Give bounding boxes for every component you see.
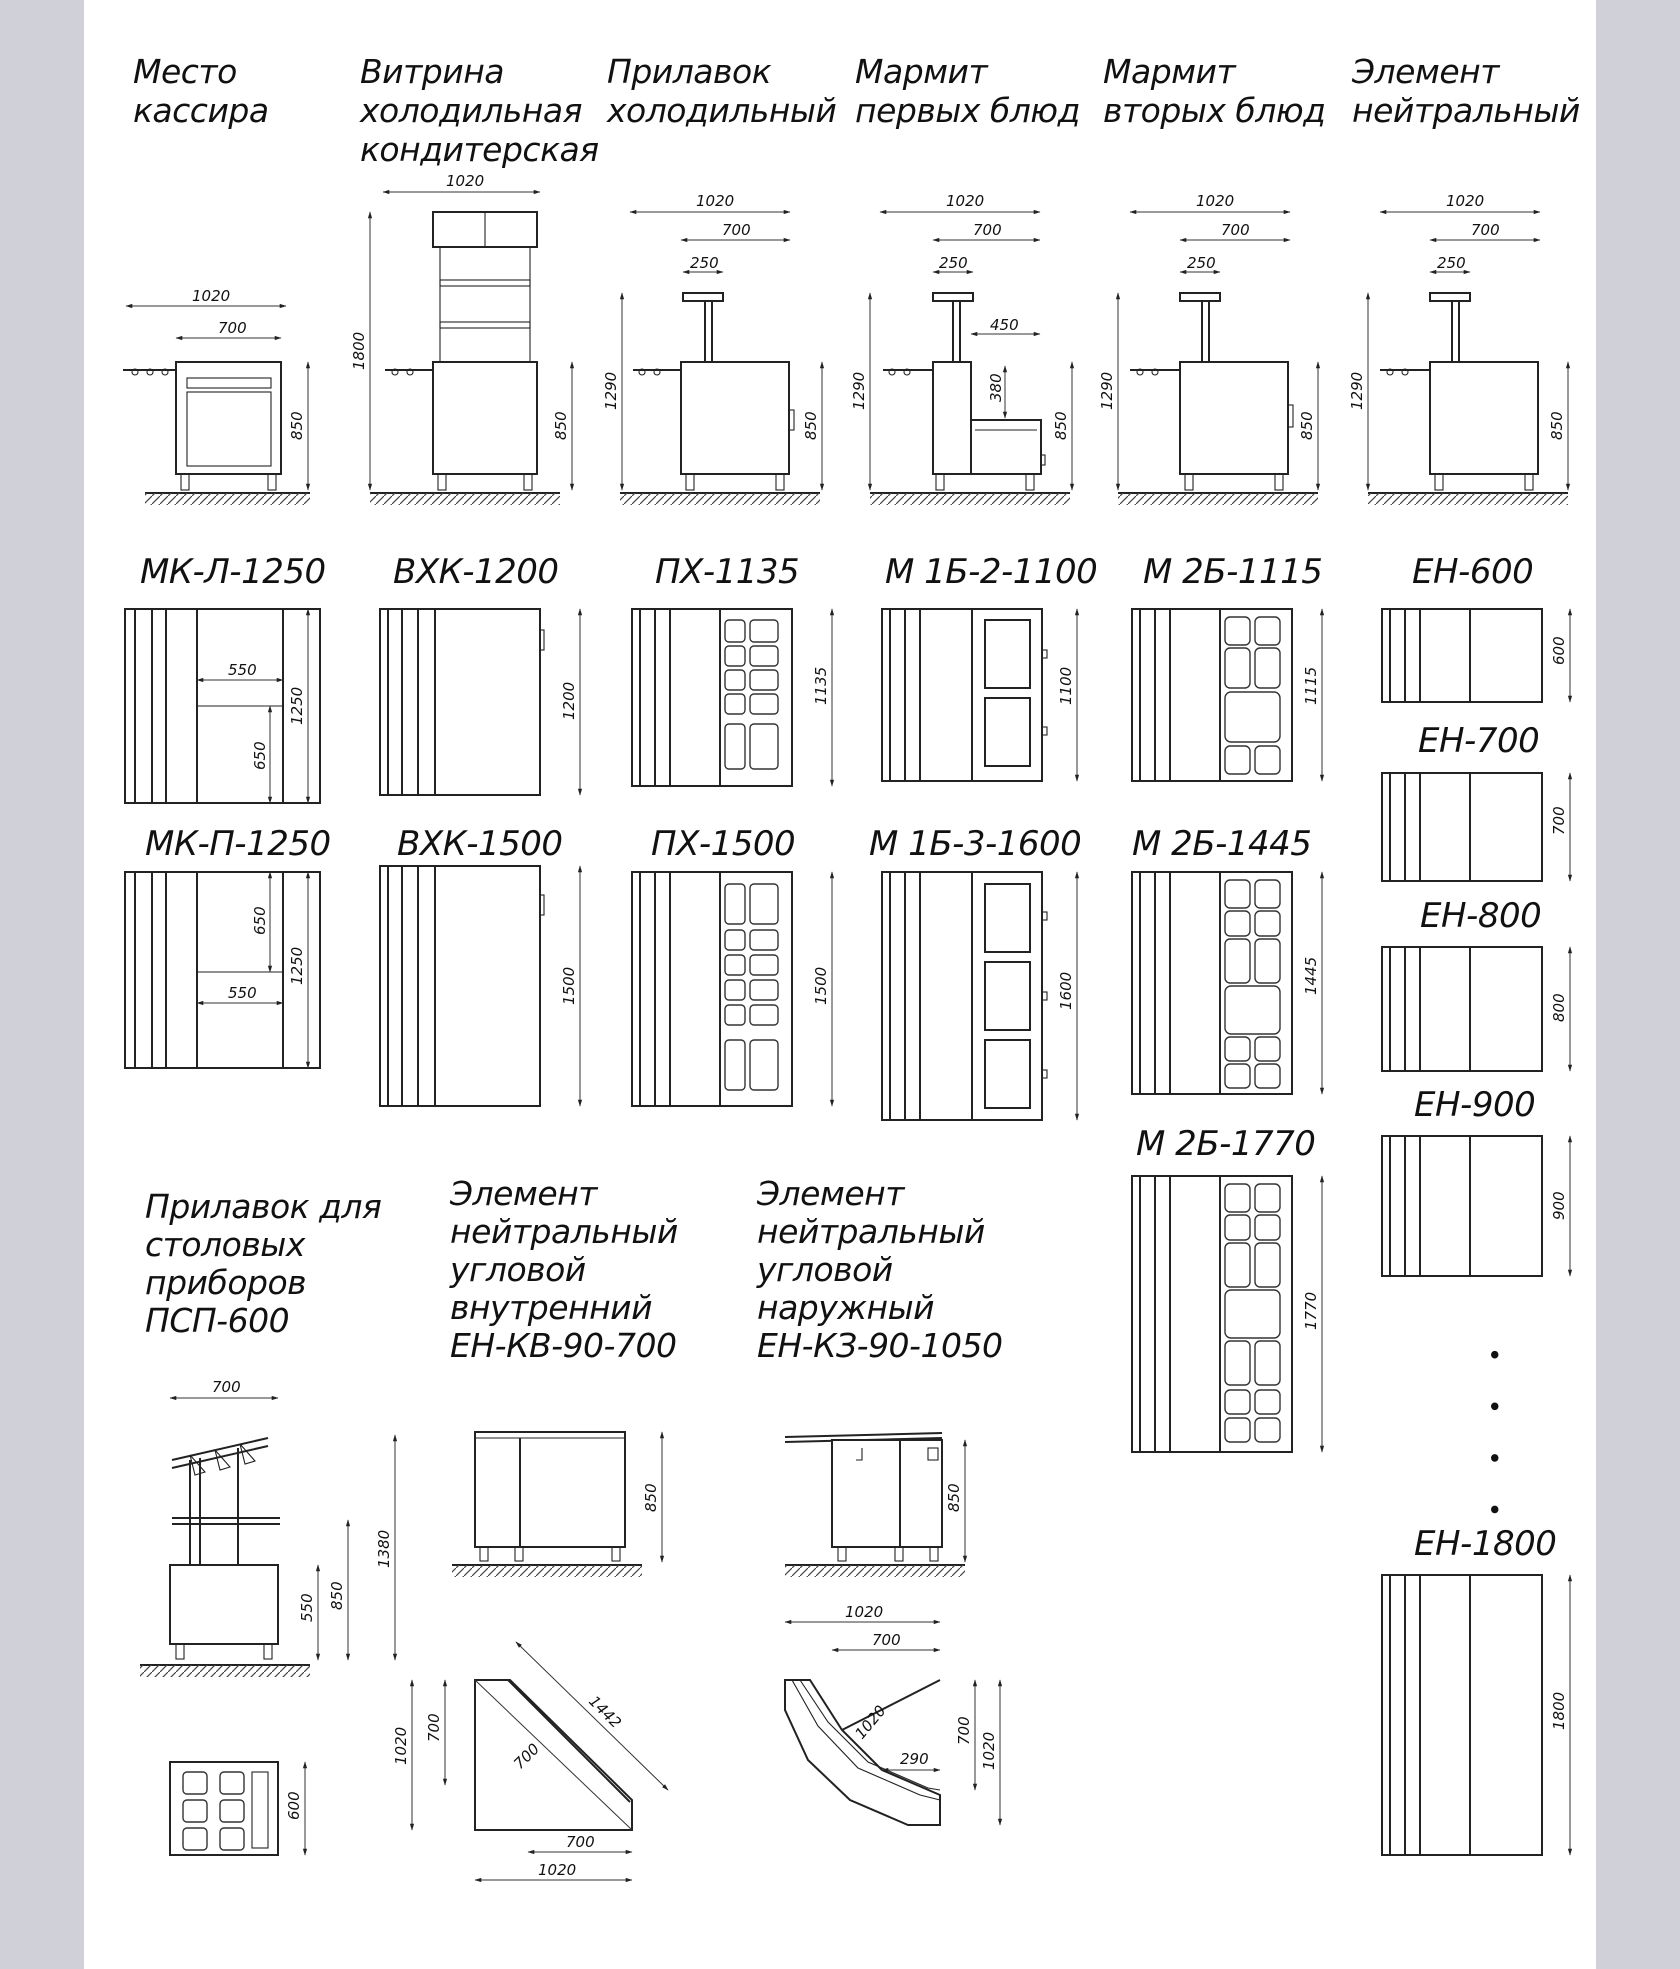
cutlery-plan-view — [170, 1762, 305, 1855]
svg-text:1020: 1020 — [845, 1603, 884, 1621]
svg-text:1020: 1020 — [696, 192, 735, 210]
svg-text:450: 450 — [990, 316, 1019, 334]
model-vhk-1500: ВХК-1500 — [397, 824, 563, 864]
svg-text:1020: 1020 — [538, 1861, 577, 1879]
svg-text:850: 850 — [642, 1483, 660, 1512]
model-en-1800: ЕН-1800 — [1414, 1524, 1557, 1564]
svg-text:1500: 1500 — [560, 966, 578, 1005]
corner-inner-plan-view — [392, 1642, 668, 1880]
svg-text:700: 700 — [955, 1716, 973, 1745]
title-showcase: Витрина холодильная кондитерская — [360, 52, 599, 169]
svg-text:850: 850 — [1298, 411, 1316, 440]
model-en-700: ЕН-700 — [1418, 721, 1540, 761]
plan-vhk-1200 — [380, 609, 580, 795]
svg-text:700: 700 — [722, 221, 751, 239]
model-m1b-1600: М 1Б-3-1600 — [869, 824, 1082, 864]
corner-outer-plan-view — [785, 1603, 1000, 1825]
svg-text:1020: 1020 — [392, 1726, 410, 1765]
svg-text:700: 700 — [1221, 221, 1250, 239]
svg-text:1380: 1380 — [375, 1529, 393, 1568]
svg-text:600: 600 — [285, 1791, 303, 1820]
svg-text:1250: 1250 — [288, 686, 306, 725]
svg-text:650: 650 — [251, 741, 269, 770]
svg-text:1100: 1100 — [1057, 666, 1075, 705]
svg-text:1020: 1020 — [1446, 192, 1485, 210]
svg-text:1290: 1290 — [850, 371, 868, 410]
svg-text:700: 700 — [212, 1378, 241, 1396]
svg-text:380: 380 — [987, 373, 1005, 402]
model-en-900: ЕН-900 — [1414, 1085, 1536, 1125]
title-cutlery: Прилавок для столовых приборов ПСП-600 — [145, 1187, 382, 1340]
svg-text:1600: 1600 — [1057, 971, 1075, 1010]
svg-text:700: 700 — [1471, 221, 1500, 239]
svg-text:850: 850 — [1052, 411, 1070, 440]
svg-text:1135: 1135 — [812, 666, 830, 705]
svg-text:1020: 1020 — [980, 1731, 998, 1770]
svg-text:1200: 1200 — [560, 681, 578, 720]
plan-en-700 — [1382, 773, 1570, 881]
svg-text:1115: 1115 — [1302, 666, 1320, 705]
plan-ph-1500 — [632, 872, 832, 1106]
svg-text:1250: 1250 — [288, 946, 306, 985]
svg-text:850: 850 — [802, 411, 820, 440]
cold-counter-side-view — [602, 192, 822, 505]
plan-m2b-1770 — [1132, 1176, 1322, 1452]
plan-ph-1135 — [632, 609, 832, 786]
corner-outer-side-view — [785, 1433, 965, 1577]
svg-text:1290: 1290 — [602, 371, 620, 410]
svg-text:850: 850 — [328, 1581, 346, 1610]
svg-text:700: 700 — [218, 319, 247, 337]
svg-text:700: 700 — [872, 1631, 901, 1649]
svg-text:250: 250 — [1437, 254, 1466, 272]
title-corner-outer: Элемент нейтральный угловой наружный ЕН-КЗ-90-1050 — [757, 1174, 1003, 1365]
title-neutral: Элемент нейтральный — [1352, 52, 1580, 130]
svg-text:700: 700 — [510, 1739, 544, 1773]
cutlery-side-view — [140, 1378, 395, 1677]
model-m2b-1115: М 2Б-1115 — [1143, 552, 1323, 592]
svg-text:1290: 1290 — [1348, 371, 1366, 410]
model-en-800: ЕН-800 — [1420, 896, 1542, 936]
cashier-side-view — [123, 287, 310, 505]
svg-text:700: 700 — [1550, 806, 1568, 835]
svg-text:1020: 1020 — [851, 1701, 890, 1743]
model-vhk-1200: ВХК-1200 — [393, 552, 559, 592]
title-corner-inner: Элемент нейтральный угловой внутренний ЕН-КВ-90-700 — [450, 1174, 678, 1365]
plan-en-800 — [1382, 947, 1570, 1071]
neutral-side-view — [1348, 192, 1568, 505]
svg-text:700: 700 — [566, 1833, 595, 1851]
model-m2b-1770: М 2Б-1770 — [1136, 1124, 1316, 1164]
model-ph-1500: ПХ-1500 — [651, 824, 796, 864]
model-ph-1135: ПХ-1135 — [655, 552, 800, 592]
svg-text:1020: 1020 — [446, 172, 485, 190]
title-cold-counter: Прилавок холодильный — [607, 52, 837, 130]
title-cashier: Место кассира — [133, 52, 269, 130]
svg-text:1770: 1770 — [1302, 1291, 1320, 1330]
svg-text:1445: 1445 — [1302, 956, 1320, 995]
svg-text:650: 650 — [251, 906, 269, 935]
showcase-side-view — [350, 172, 572, 505]
svg-text:250: 250 — [1187, 254, 1216, 272]
marmite-first-side-view — [850, 192, 1072, 505]
svg-text:900: 900 — [1550, 1191, 1568, 1220]
svg-text:1290: 1290 — [1098, 371, 1116, 410]
svg-text:700: 700 — [425, 1713, 443, 1742]
model-mk-p: МК-П-1250 — [145, 824, 331, 864]
corner-inner-side-view — [452, 1432, 662, 1577]
svg-text:1500: 1500 — [812, 966, 830, 1005]
svg-text:1800: 1800 — [1550, 1691, 1568, 1730]
svg-text:550: 550 — [228, 661, 257, 679]
svg-text:1020: 1020 — [1196, 192, 1235, 210]
plan-m1b-1600 — [882, 872, 1077, 1120]
title-marmite-second: Мармит вторых блюд — [1103, 52, 1326, 130]
svg-text:1442: 1442 — [585, 1692, 625, 1732]
svg-text:850: 850 — [945, 1483, 963, 1512]
svg-text:1800: 1800 — [350, 331, 368, 370]
plan-mk-l — [125, 609, 320, 803]
plan-m2b-1445 — [1132, 872, 1322, 1094]
svg-text:250: 250 — [690, 254, 719, 272]
svg-text:850: 850 — [552, 411, 570, 440]
plan-en-900 — [1382, 1136, 1570, 1276]
svg-text:850: 850 — [288, 411, 306, 440]
svg-text:600: 600 — [1550, 636, 1568, 665]
plan-vhk-1500 — [380, 866, 580, 1106]
title-marmite-first: Мармит первых блюд — [855, 52, 1080, 130]
model-m2b-1445: М 2Б-1445 — [1132, 824, 1312, 864]
continuation-dots: • • • • — [1478, 1347, 1508, 1532]
model-en-600: ЕН-600 — [1412, 552, 1534, 592]
plan-m1b-1100 — [882, 609, 1077, 781]
svg-text:550: 550 — [298, 1593, 316, 1622]
model-m1b-1100: М 1Б-2-1100 — [885, 552, 1098, 592]
plan-en-600 — [1382, 609, 1570, 702]
svg-text:550: 550 — [228, 984, 257, 1002]
plan-m2b-1115 — [1132, 609, 1322, 781]
marmite-second-side-view — [1098, 192, 1318, 505]
model-mk-l: МК-Л-1250 — [140, 552, 326, 592]
svg-text:290: 290 — [900, 1750, 929, 1768]
svg-text:250: 250 — [939, 254, 968, 272]
svg-text:800: 800 — [1550, 993, 1568, 1022]
plan-mk-p — [125, 872, 320, 1068]
plan-en-1800 — [1382, 1575, 1570, 1855]
svg-text:850: 850 — [1548, 411, 1566, 440]
svg-text:700: 700 — [973, 221, 1002, 239]
svg-text:1020: 1020 — [192, 287, 231, 305]
svg-text:1020: 1020 — [946, 192, 985, 210]
